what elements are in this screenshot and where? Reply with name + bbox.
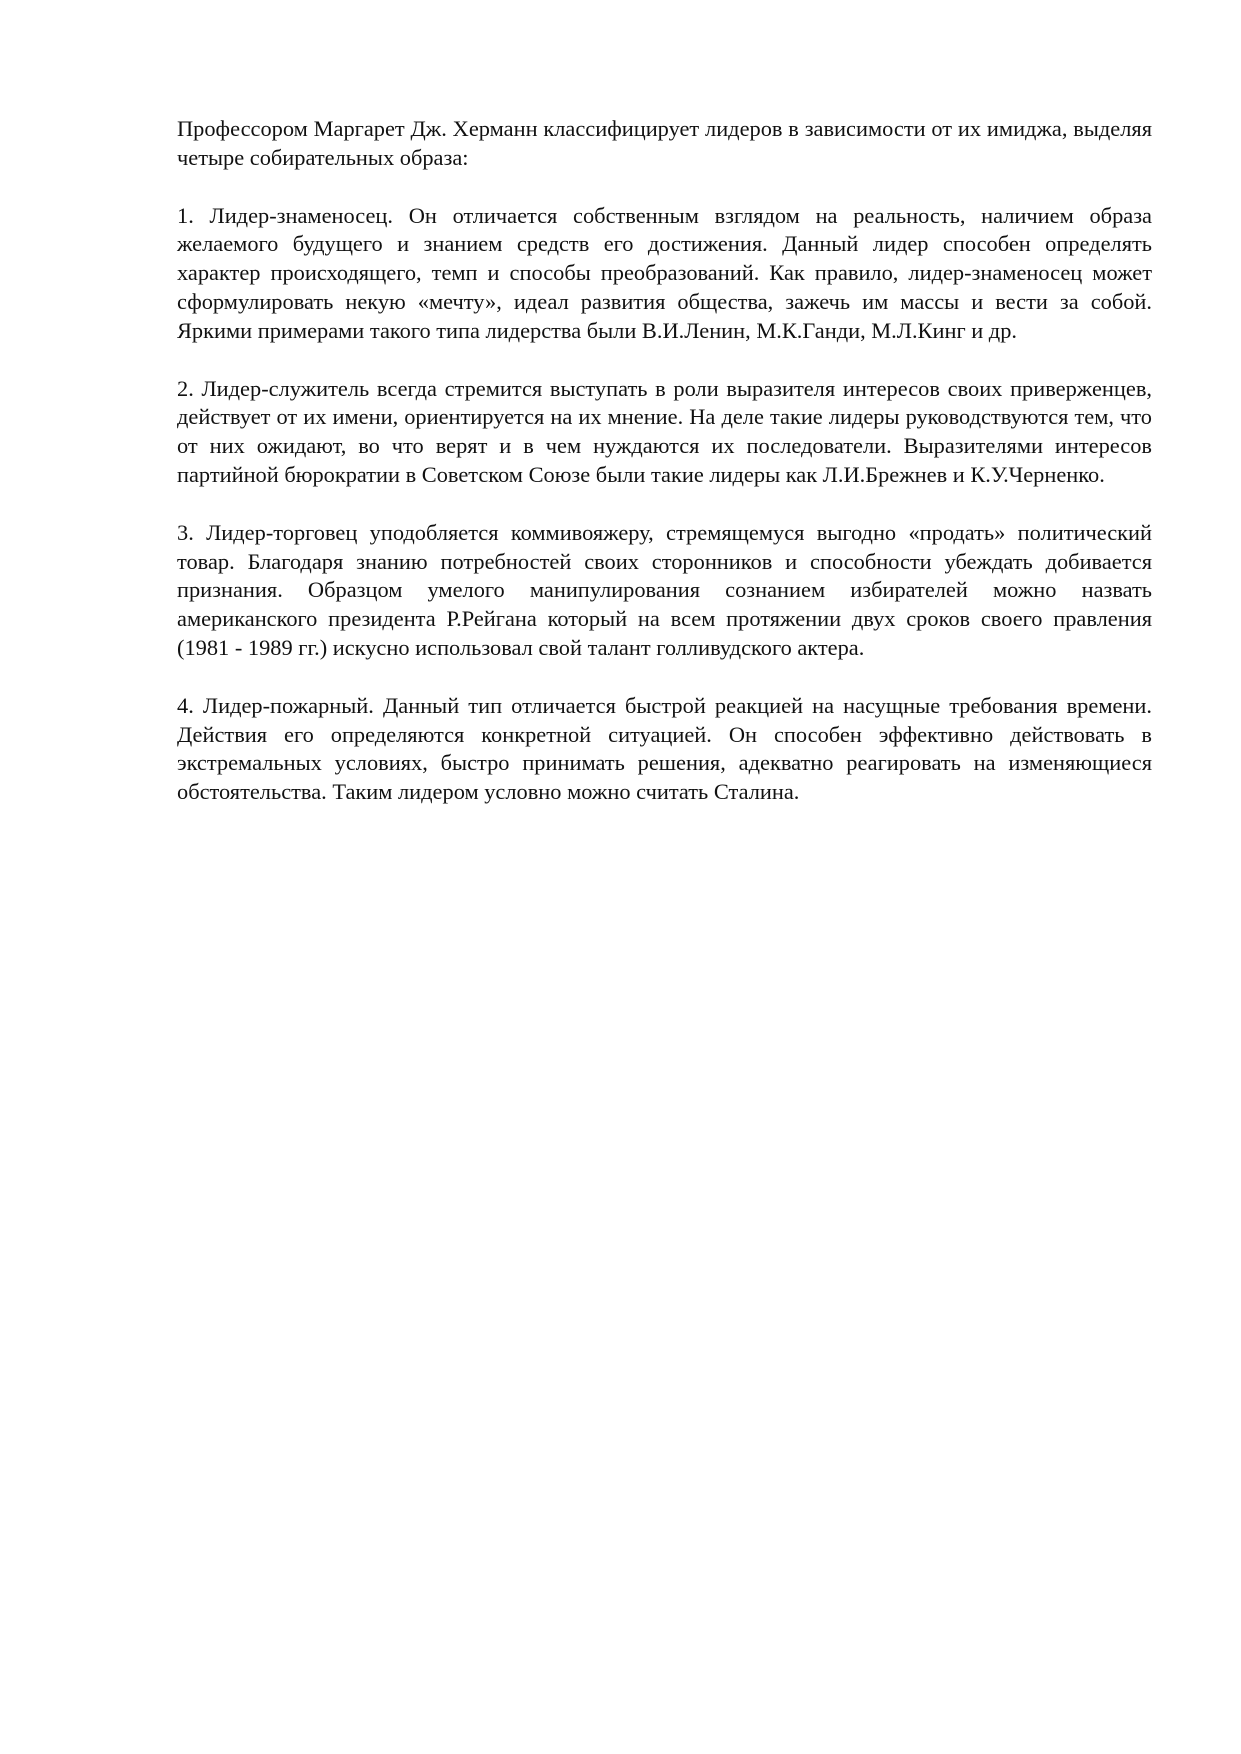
- leader-type-2-paragraph: 2. Лидер-служитель всегда стремится выступать в роли выразителя интересов своих приверженцев, действует от их имени, ориентируется на их мнение. На деле такие лидеры руководствуются тем, что от них ожидают, во что верят и в чем нуждаются их последователи. Выразителями интересов партийной бюрократии в Советском Союзе были такие лидеры как Л.И.Брежнев и К.У.Черненко.: [177, 375, 1152, 487]
- leader-type-4-paragraph: 4. Лидер-пожарный. Данный тип отличается быстрой реакцией на насущные требования времени. Действия его определяются конкретной ситуацией. Он способен эффективно действовать в экстремальных условиях, быстро принимать решения, адекватно реагировать на изменяющиеся обстоятельства. Таким лидером условно можно считать Сталина.: [177, 692, 1152, 805]
- document-body: [177, 115, 1152, 836]
- leader-type-3-paragraph: 3. Лидер-торговец уподобляется коммивояжеру, стремящемуся выгодно «продать» политический товар. Благодаря знанию потребностей своих сторонников и способности убеждать добивается признания. Образцом умелого манипулирования сознанием избирателей можно назвать американского президента Р.Рейгана который на всем протяжении двух сроков своего правления (1981 - 1989 гг.) искусно использовал свой талант голливудского актера.: [177, 519, 1152, 660]
- intro-paragraph: Профессором Маргарет Дж. Херманн классифицирует лидеров в зависимости от их имиджа, выделяя четыре собирательных образа:: [177, 116, 1152, 170]
- leader-type-1-paragraph: 1. Лидер-знаменосец. Он отличается собственным взглядом на реальность, наличием образа желаемого будущего и знанием средств его достижения. Данный лидер способен определять характер происходящего, темп и способы преобразований. Как правило, лидер-знаменосец может сформулировать некую «мечту», идеал развития общества, зажечь им массы и вести за собой. Яркими примерами такого типа лидерства были В.И.Ленин, М.К.Ганди, М.Л.Кинг и др.: [177, 202, 1152, 343]
